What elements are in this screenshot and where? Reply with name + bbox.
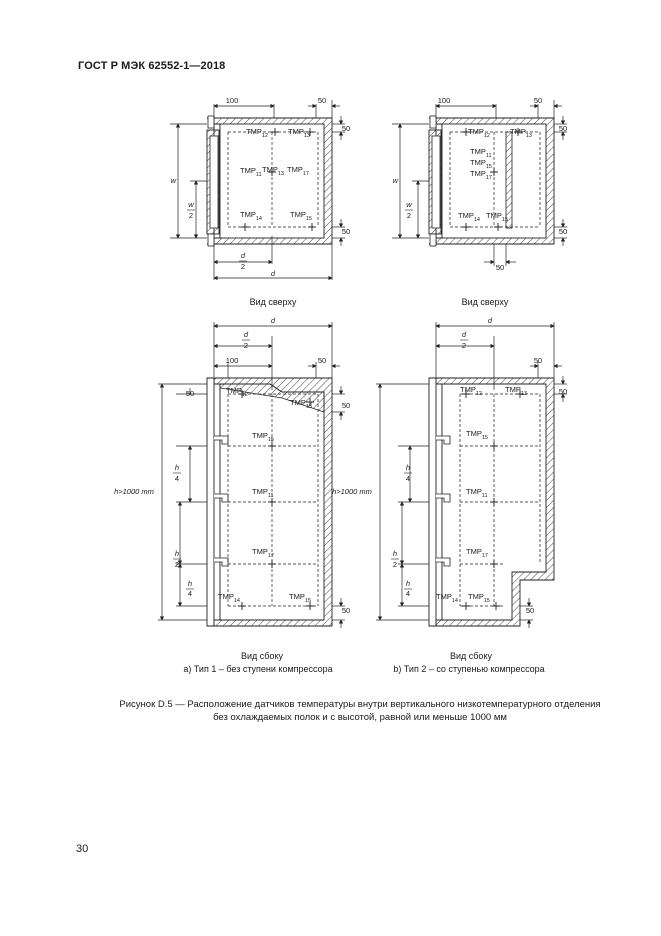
dim-50: 50 — [341, 124, 351, 133]
sensor-tmp17: $TMP_{17}$ — [252, 547, 274, 559]
dim-50: 50 — [317, 96, 327, 105]
dim-d: d — [487, 316, 493, 325]
side-view-type1 — [158, 322, 345, 628]
sensor-tmp15: $TMP_{15}$ — [466, 429, 488, 441]
dim-100: 100 — [225, 96, 239, 105]
sensor-tmp15: $TMP_{15}$ — [470, 158, 492, 170]
dim-w: w — [170, 176, 176, 185]
label-type1: a) Тип 1 – без ступени компрессора — [183, 664, 333, 674]
dim-50: 50 — [495, 263, 505, 272]
dim-h-half-num: h — [392, 549, 398, 558]
sensor-tmp12: $TMP_{12}$ — [460, 385, 482, 397]
sensor-tmp15: $TMP_{15}$ — [290, 210, 312, 222]
sensor-tmp13: $TMP_{13}$ — [290, 398, 312, 410]
dim-w-half-num: w — [188, 200, 194, 209]
sensor-tmp15: $TMP_{15}$ — [252, 431, 274, 443]
sensor-tmp12: $TMP_{12}$ — [246, 127, 268, 139]
dim-50: 50 — [558, 124, 568, 133]
caption-line-1: Рисунок D.5 — Расположение датчиков температуры внутри вертикального низкотемпературного отделения — [119, 699, 601, 710]
label-top-view: Вид сверху — [249, 297, 297, 307]
sensor-tmp14: $TMP_{14}$ — [458, 211, 480, 223]
sensor-tmp12: $TMP_{12}$ — [226, 386, 248, 398]
dim-50: 50 — [558, 227, 568, 236]
label-top-view: Вид сверху — [461, 297, 509, 307]
dim-50: 50 — [185, 389, 195, 398]
dim-h-half-den: 2 — [174, 560, 180, 569]
sensor-tmp13: $TMP_{13}$ — [288, 127, 310, 139]
sensor-tmp13: $TMP_{13}$ — [510, 127, 532, 139]
dim-50: 50 — [533, 356, 543, 365]
dim-100: 100 — [225, 356, 239, 365]
sensor-tmp14: $TMP_{14}$ — [218, 592, 240, 604]
sensor-tmp17: $TMP_{17}$ — [470, 169, 492, 181]
sensor-tmp13: $TMP_{13}$ — [505, 385, 527, 397]
sensor-tmp17: $TMP_{17}$ — [466, 547, 488, 559]
dim-50: 50 — [533, 96, 543, 105]
label-side-view: Вид сбоку — [450, 651, 492, 661]
sensor-tmp15: $TMP_{15}$ — [486, 211, 508, 223]
document-header: ГОСТ Р МЭК 62552-1—2018 — [78, 60, 226, 72]
sensor-tmp14: $TMP_{14}$ — [240, 210, 262, 222]
dim-h-quarter-den: 4 — [187, 589, 193, 598]
dim-d: d — [270, 316, 276, 325]
sensor-tmp11: $TMP_{11}$ — [240, 166, 262, 178]
dim-h-quarter-den: 4 — [405, 589, 411, 598]
dim-d-half-den: 2 — [243, 341, 249, 350]
sensor-tmp13: $TMP_{13}$ — [262, 165, 284, 177]
dim-w-half-num: w — [406, 200, 412, 209]
top-view-type2 — [392, 100, 567, 266]
figure-caption — [60, 698, 660, 724]
dim-d-half-den: 2 — [240, 262, 246, 271]
sensor-tmp17: $TMP_{17}$ — [287, 165, 309, 177]
dim-h-quarter-num: h — [187, 579, 193, 588]
dim-h-quarter-num: h — [405, 463, 411, 472]
dim-d-half-num: d — [243, 330, 249, 339]
dim-w: w — [392, 176, 398, 185]
side-view-type2 — [376, 322, 567, 628]
dim-h-half-den: 2 — [392, 560, 398, 569]
dim-h-quarter-den: 4 — [405, 474, 411, 483]
dim-50: 50 — [558, 387, 568, 396]
dim-h-quarter-den: 4 — [174, 474, 180, 483]
dim-w-half-den: 2 — [406, 211, 412, 220]
dim-50: 50 — [317, 356, 327, 365]
sensor-tmp15: $TMP_{15}$ — [289, 592, 311, 604]
dim-d-half-num: d — [240, 251, 246, 260]
dim-h-quarter-num: h — [174, 463, 180, 472]
dim-50: 50 — [341, 401, 351, 410]
dim-h-quarter-num: h — [405, 579, 411, 588]
sensor-tmp11: $TMP_{11}$ — [470, 147, 492, 159]
dim-h-half-num: h — [174, 549, 180, 558]
page-number: 30 — [76, 843, 89, 855]
label-side-view: Вид сбоку — [241, 651, 283, 661]
dim-50: 50 — [525, 606, 535, 615]
sensor-tmp14: $TMP_{14}$ — [436, 592, 458, 604]
sensor-tmp11: $TMP_{11}$ — [252, 487, 274, 499]
dim-h-gt-1000: h>1000 mm — [332, 487, 372, 496]
dim-h-gt-1000: h>1000 mm — [114, 487, 154, 496]
dim-100: 100 — [437, 96, 451, 105]
dim-50: 50 — [341, 606, 351, 615]
dim-50: 50 — [341, 227, 351, 236]
dim-d-half-num: d — [461, 330, 467, 339]
dim-d: d — [270, 269, 276, 278]
sensor-tmp12: $TMP_{12}$ — [468, 127, 490, 139]
label-type2: b) Тип 2 – со ступенью компрессора — [393, 664, 545, 674]
dim-d-half-den: 2 — [461, 341, 467, 350]
dim-w-half-den: 2 — [188, 211, 194, 220]
sensor-tmp11: $TMP_{11}$ — [466, 487, 488, 499]
caption-line-2: без охлаждаемых полок и с высотой, равной или меньше 1000 мм — [213, 712, 507, 723]
sensor-tmp15: $TMP_{15}$ — [468, 592, 490, 604]
